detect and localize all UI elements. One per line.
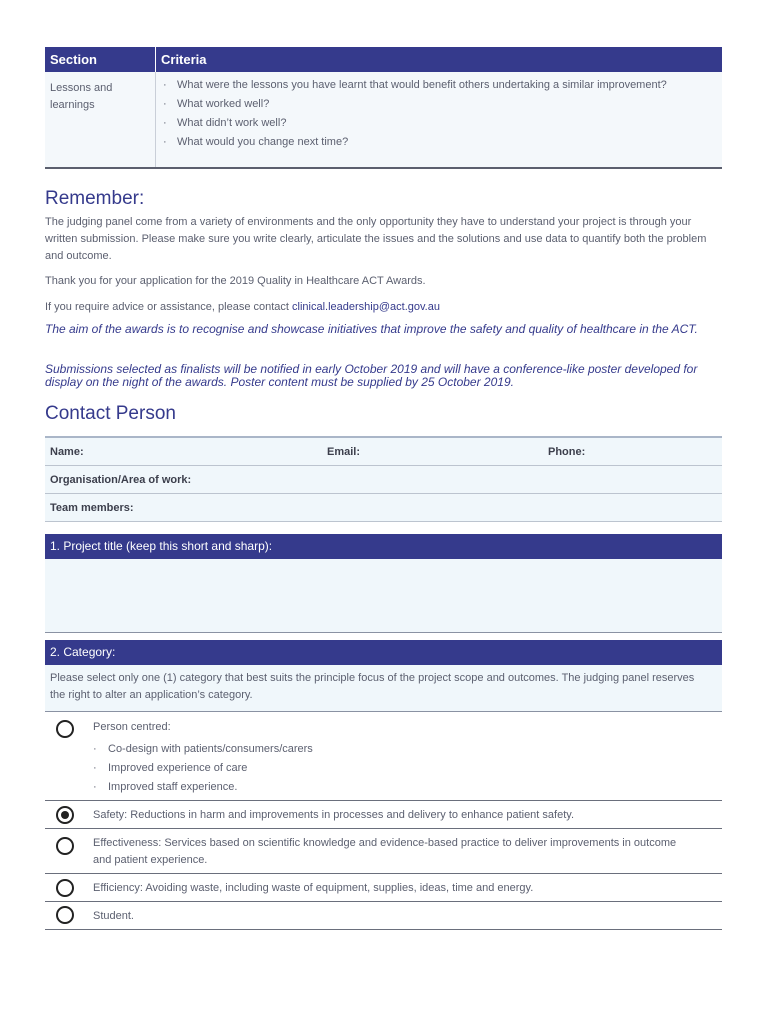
criteria-item: · What were the lessons you have learnt that would benefit others undertaking a similar improvement? — [161, 78, 711, 93]
organisation-label: Organisation/Area of work: — [50, 474, 192, 486]
radio-effectiveness[interactable] — [56, 837, 74, 855]
advice-paragraph — [45, 299, 725, 316]
contact-table — [45, 436, 722, 522]
section-column-header: Section — [50, 52, 97, 67]
radio-student[interactable] — [56, 906, 74, 924]
option-label: Efficiency: Avoiding waste, including waste of equipment, supplies, ideas, time and energy. — [93, 882, 534, 894]
section-cell: Lessons and learnings — [50, 82, 113, 111]
contact-email-link[interactable]: clinical.leadership@act.gov.au — [292, 301, 440, 313]
advice-text: If you require advice or assistance, please contact — [45, 301, 293, 313]
category-option-safety[interactable] — [45, 801, 722, 829]
email-label: Email: — [327, 446, 361, 458]
project-title-bar: 1. Project title (keep this short and sharp): — [45, 534, 722, 559]
contact-row-organisation[interactable] — [45, 466, 722, 494]
category-option-effectiveness[interactable] — [45, 829, 722, 874]
bullet-item: · Co-design with patients/consumers/carers — [93, 740, 693, 759]
person-centred-bullets — [93, 740, 693, 797]
option-label: Person centred: — [93, 721, 171, 733]
team-members-label: Team members: — [50, 502, 134, 514]
finalists-statement: Submissions selected as finalists will be notified in early October 2019 and will have a conference-like poster developed for display on the night of the awards. Poster content must be supplied by 25 October 2019. — [45, 362, 698, 389]
criteria-column-header: Criteria — [161, 52, 207, 67]
criteria-list — [161, 78, 711, 154]
aim-statement: The aim of the awards is to recognise and showcase initiatives that improve the safety and quality of healthcare in the ACT. — [45, 322, 698, 336]
radio-person-centred[interactable] — [56, 720, 74, 738]
remember-heading: Remember: — [45, 188, 145, 209]
criteria-table-row — [45, 72, 722, 169]
contact-row-name[interactable] — [45, 436, 722, 466]
option-label: Student. — [93, 910, 134, 922]
radio-efficiency[interactable] — [56, 879, 74, 897]
name-label: Name: — [50, 446, 84, 458]
radio-safety[interactable] — [56, 806, 74, 824]
criteria-item: · What would you change next time? — [161, 135, 711, 150]
criteria-item: · What didn’t work well? — [161, 116, 711, 131]
bullet-item: · Improved staff experience. — [93, 778, 693, 797]
project-title-input[interactable] — [45, 559, 722, 633]
option-label: Effectiveness: Services based on scientific knowledge and evidence-based practice to deliver improvements in outcome and patient experience. — [93, 837, 677, 866]
criteria-table-header — [45, 47, 722, 72]
criteria-item: · What worked well? — [161, 97, 711, 112]
contact-row-team[interactable] — [45, 494, 722, 522]
thank-you-paragraph: Thank you for your application for the 2019 Quality in Healthcare ACT Awards. — [45, 275, 426, 287]
option-label: Safety: Reductions in harm and improvements in processes and delivery to enhance patient safety. — [93, 809, 575, 821]
category-instructions: Please select only one (1) category that best suits the principle focus of the project scope and outcomes. The judging panel reserves the right to alter an application’s category. — [50, 672, 695, 701]
remember-paragraph: The judging panel come from a variety of environments and the only opportunity they have to understand your project is through your written submission. Please make sure you write clearly, articulate the issues and the solutions and use data to quantify both the problem and outcome. — [45, 216, 707, 262]
category-instructions-box — [45, 665, 722, 712]
contact-heading: Contact Person — [45, 403, 176, 424]
bullet-item: · Improved experience of care — [93, 759, 693, 778]
category-option-person-centred[interactable] — [45, 712, 722, 801]
category-option-student[interactable] — [45, 902, 722, 930]
category-option-efficiency[interactable] — [45, 874, 722, 902]
category-bar: 2. Category: — [45, 640, 722, 665]
phone-label: Phone: — [548, 446, 586, 458]
